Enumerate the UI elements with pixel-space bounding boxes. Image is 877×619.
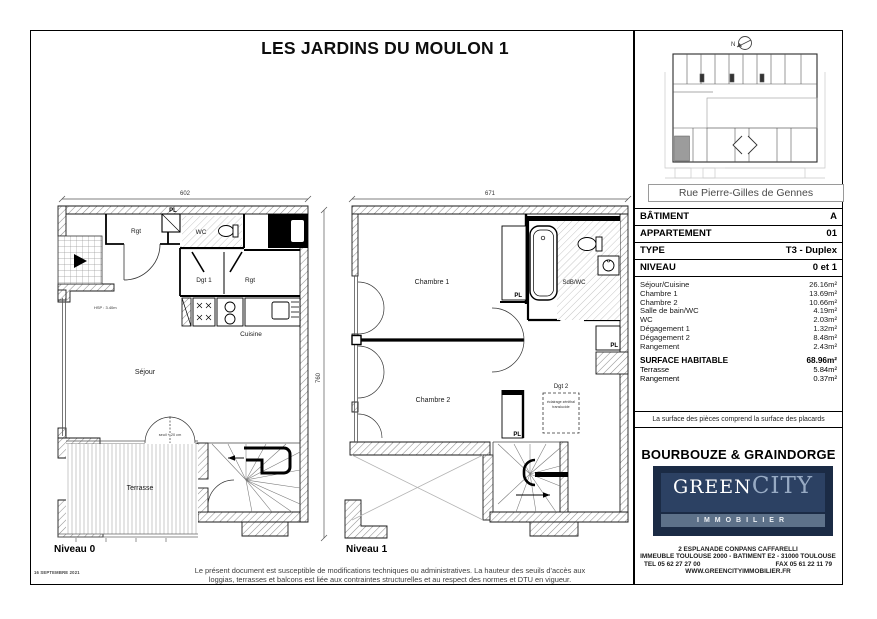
room-label-chambre2: Chambre 2 bbox=[415, 397, 451, 404]
entry-door-swing bbox=[124, 244, 160, 280]
logo-immobilier-text: IMMOBILIER bbox=[661, 514, 825, 527]
disclaimer-line2: loggias, terrasses et balcons est liée aux contraintes structurelles et au respect des normes et DTU en vigueur. bbox=[208, 574, 572, 584]
disclaimer-text bbox=[120, 567, 660, 585]
level-label-niveau0: Niveau 0 bbox=[54, 544, 96, 555]
ceiling-height-note: HSP : 3.40m bbox=[94, 305, 117, 310]
address-line2: IMMEUBLE TOULOUSE 2000 - BATIMENT E2 - 31000 TOULOUSE bbox=[640, 553, 836, 561]
window-wall bbox=[355, 276, 358, 442]
skylight-note-line2: translucide bbox=[552, 405, 570, 409]
room-label-wc: WC bbox=[195, 229, 207, 236]
room-label-rgt1: Rgt bbox=[130, 228, 142, 235]
info-value: A bbox=[830, 211, 837, 222]
surface-row: Terrasse 5.84m² bbox=[640, 365, 837, 375]
site-building bbox=[673, 54, 817, 162]
room-areas-list bbox=[634, 277, 843, 351]
info-label: APPARTEMENT bbox=[640, 228, 712, 239]
void-cross-lines bbox=[352, 455, 483, 520]
sejour-window-wall bbox=[63, 298, 199, 444]
area-row: Dégagement 2 8.48m² bbox=[640, 332, 837, 342]
phone-number: TEL 05 62 27 27 00 bbox=[644, 560, 701, 568]
sdb-top-wall bbox=[528, 216, 620, 221]
area-row: Chambre 1 13.69m² bbox=[640, 288, 837, 298]
surface-row: SURFACE HABITABLE 68.96m² bbox=[640, 356, 837, 366]
toilet-fixture bbox=[578, 237, 602, 251]
room-label-pl1: PL bbox=[514, 293, 522, 299]
french-window-swings bbox=[358, 282, 384, 438]
dimension-height-label: 760 bbox=[316, 372, 322, 384]
page-title: LES JARDINS DU MOULON 1 bbox=[261, 38, 509, 58]
address-line1: 2 ESPLANADE CONPANS CAFFARELLI bbox=[678, 546, 798, 553]
logo-green-text: GREEN bbox=[672, 476, 752, 498]
fax-number: FAX 05 61 22 11 79 bbox=[775, 560, 832, 568]
architect-name: BOURBOUZE & GRAINDORGE bbox=[641, 447, 836, 462]
terrace-door-swing bbox=[145, 417, 195, 443]
company-address bbox=[630, 546, 846, 576]
room-label-chambre1: Chambre 1 bbox=[414, 279, 450, 286]
room-label-sejour: Séjour bbox=[134, 369, 156, 376]
room-label-pl: PL bbox=[169, 208, 177, 214]
room-label-rgt2: Rgt bbox=[244, 277, 256, 284]
north-label: N bbox=[731, 42, 736, 48]
surface-summary bbox=[634, 351, 843, 383]
room-label-dgt1: Dgt 1 bbox=[196, 277, 212, 284]
bath-corner-fixture bbox=[291, 220, 304, 242]
placards-note: La surface des pièces comprend la surface des placards bbox=[634, 411, 843, 427]
area-row: Rangement 2.43m² bbox=[640, 341, 837, 351]
room-label-terrasse: Terrasse bbox=[126, 485, 154, 492]
skylight-outline bbox=[543, 393, 579, 433]
room-label-dgt2: Dgt 2 bbox=[553, 384, 569, 390]
surface-row: Rangement 0.37m² bbox=[640, 373, 837, 383]
room-label-cuisine: Cuisine bbox=[240, 331, 262, 338]
info-row-niveau bbox=[634, 260, 843, 277]
kitchen-fixtures bbox=[182, 298, 300, 326]
room-label-pl3: PL bbox=[513, 432, 521, 438]
area-row: Dégagement 1 1.32m² bbox=[640, 323, 837, 333]
room-label-sdb: SdB/WC bbox=[562, 280, 586, 286]
info-row-batiment bbox=[634, 209, 843, 226]
info-row-appartement bbox=[634, 226, 843, 243]
info-value: 0 et 1 bbox=[812, 262, 837, 273]
level-label-niveau1: Niveau 1 bbox=[346, 544, 388, 555]
website-url: WWW.GREENCITYIMMOBILIER.FR bbox=[685, 568, 791, 576]
greencity-logo bbox=[653, 466, 833, 536]
info-label: BÂTIMENT bbox=[640, 211, 690, 222]
site-map bbox=[645, 32, 845, 182]
north-arrow-icon bbox=[737, 37, 752, 50]
logo-city-text: CITY bbox=[751, 473, 814, 499]
area-row: Chambre 2 10.66m² bbox=[640, 297, 837, 307]
apartment-info-panel bbox=[634, 208, 843, 428]
info-label: NIVEAU bbox=[640, 262, 676, 273]
dimension-width-label: 602 bbox=[179, 191, 191, 197]
highlighted-unit bbox=[675, 136, 690, 161]
toilet-fixture bbox=[219, 225, 239, 237]
area-row: WC 2.03m² bbox=[640, 315, 837, 325]
skylight-note-line1: éclairage zénithal bbox=[547, 400, 575, 404]
dimension-width-label: 671 bbox=[484, 191, 496, 197]
info-label: TYPE bbox=[640, 245, 665, 256]
area-row: Séjour/Cuisine 26.16m² bbox=[640, 280, 837, 289]
floor-plan-niveau-1 bbox=[338, 186, 638, 558]
info-row-type bbox=[634, 243, 843, 260]
document-date: 16 SEPTEMBRE 2021 bbox=[34, 570, 80, 575]
staircase-niveau1 bbox=[493, 442, 568, 512]
info-value: T3 - Duplex bbox=[785, 245, 837, 256]
street-label: Rue Pierre-Gilles de Gennes bbox=[648, 184, 844, 202]
logo-wordmark bbox=[661, 473, 825, 512]
floor-plan-niveau-0 bbox=[46, 186, 338, 558]
room-label-pl2: PL bbox=[610, 343, 618, 349]
disclaimer-line1: Le présent document est susceptible de modifications techniques ou administratives. La hauteur des seuils d'accès aux bbox=[194, 566, 586, 575]
area-row: Salle de bain/WC 4.19m² bbox=[640, 306, 837, 316]
sink-fixture bbox=[598, 256, 619, 275]
bathtub-fixture bbox=[530, 226, 557, 300]
threshold-note: seuil + 20 cm bbox=[158, 433, 182, 437]
info-value: 01 bbox=[826, 228, 837, 239]
staircase-niveau0 bbox=[208, 443, 300, 512]
